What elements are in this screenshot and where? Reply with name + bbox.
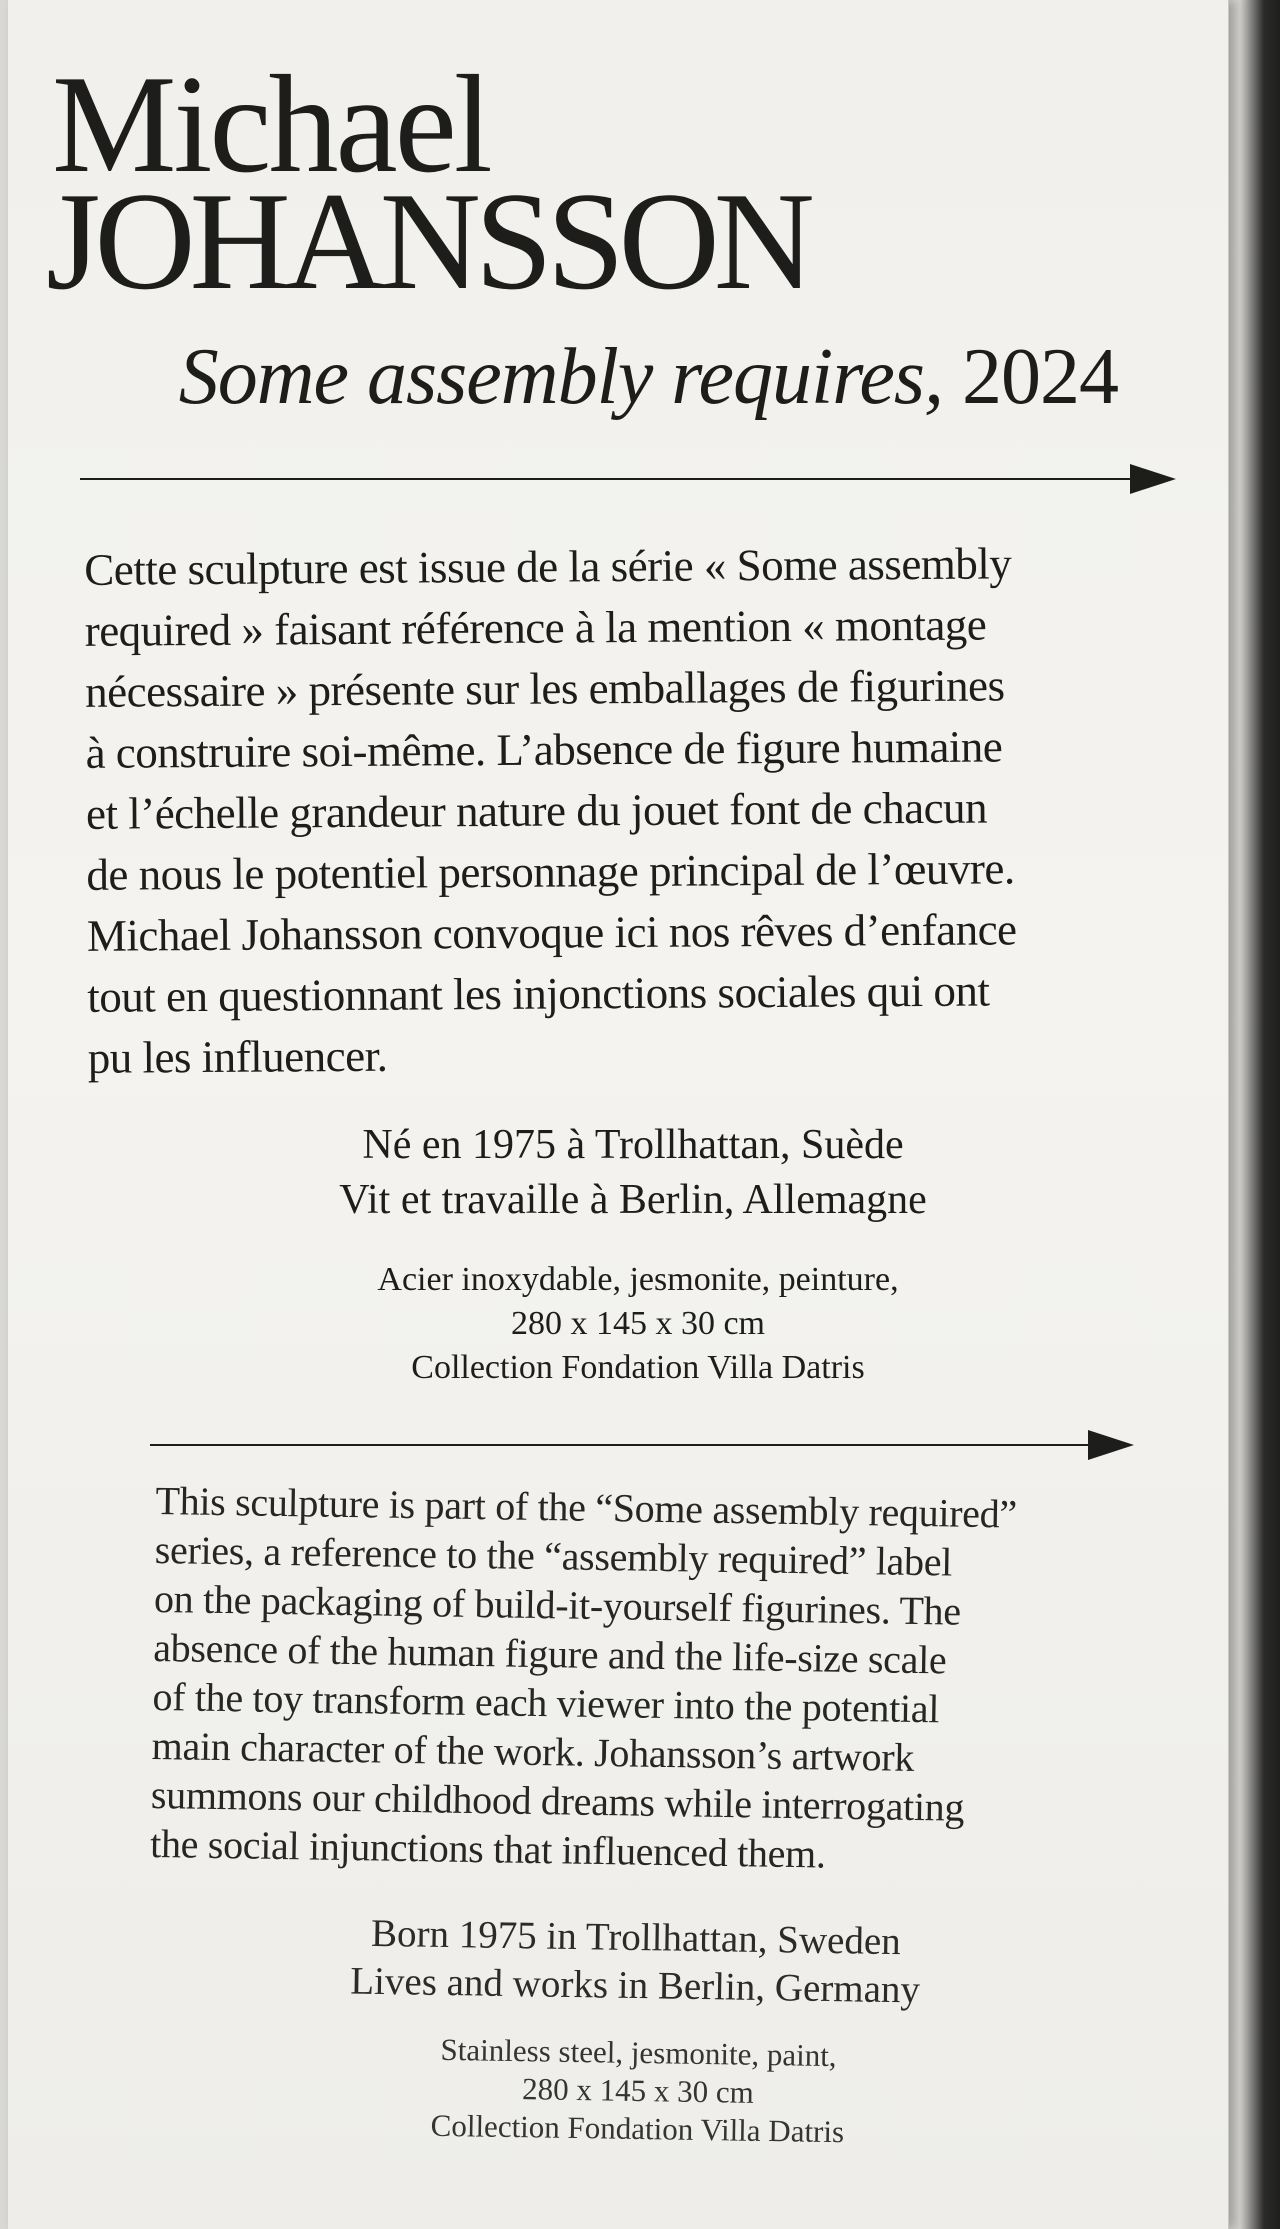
details-line: Collection Fondation Villa Datris (411, 1349, 865, 1386)
text-line: This sculpture is part of the “Some assembly required” (155, 1477, 1018, 1537)
artwork-label-panel (8, 0, 1229, 2229)
text-line: de nous le potentiel personnage principal de l’œuvre. (86, 843, 1015, 900)
artist-first-name: Michael (52, 47, 490, 202)
text-line: of the toy transform each viewer into the potential (152, 1673, 940, 1732)
artist-last-name: JOHANSSON (46, 164, 809, 319)
work-title (179, 332, 1118, 422)
text-line: Michael Johansson convoque ici nos rêves d’enfance (86, 904, 1017, 961)
details-line: 280 x 145 x 30 cm (510, 1305, 766, 1342)
text-line: tout en questionnant les injonctions sociales qui ont (87, 965, 990, 1022)
text-line: the social injunctions that influenced them. (149, 1820, 827, 1877)
text-line: series, a reference to the “assembly required” label (154, 1526, 953, 1585)
text-line: et l’échelle grandeur nature du jouet font de chacun (85, 782, 988, 839)
text-line: Cette sculpture est issue de la série « Some assembly (84, 538, 1012, 595)
text-line: pu les influencer. (87, 1030, 388, 1083)
bio-line: Lives and works in Berlin, Germany (349, 1959, 921, 2012)
details-line: 280 x 145 x 30 cm (521, 2071, 755, 2110)
french-work-details (8, 1258, 1268, 1390)
work-title-year: 2024 (962, 333, 1118, 421)
text-line: on the packaging of build-it-yourself figurines. The (153, 1575, 962, 1634)
text-line: nécessaire » présente sur les emballages de figurines (84, 660, 1005, 717)
french-description (84, 532, 1188, 1089)
details-line: Acier inoxydable, jesmonite, peinture, (377, 1261, 899, 1298)
arrow-right-icon (150, 1430, 1134, 1460)
text-line: required » faisant référence à la mention « montage (84, 599, 987, 656)
english-description (150, 1476, 1156, 1884)
wall-edge-shadow (1240, 0, 1280, 2229)
text-line: à construire soi-même. L’absence de figure humaine (85, 721, 1003, 778)
arrow-right-icon (80, 464, 1176, 494)
details-line: Collection Fondation Villa Datris (430, 2107, 845, 2150)
text-line: main character of the work. Johansson’s artwork (151, 1722, 915, 1780)
english-artist-bio (7, 1904, 1263, 2020)
french-artist-bio (8, 1118, 1258, 1228)
text-line: absence of the human figure and the life-size scale (152, 1624, 947, 1683)
work-title-name: Some assembly requires, (178, 333, 943, 421)
details-line: Stainless steel, jesmonite, paint, (440, 2031, 837, 2074)
bio-line: Né en 1975 à Trollhattan, Suède (362, 1122, 904, 1168)
bio-line: Born 1975 in Trollhattan, Sweden (370, 1911, 902, 1964)
bio-line: Vit et travaille à Berlin, Allemagne (339, 1177, 927, 1223)
english-work-details (7, 2024, 1269, 2158)
text-line: summons our childhood dreams while interrogating (150, 1771, 965, 1830)
